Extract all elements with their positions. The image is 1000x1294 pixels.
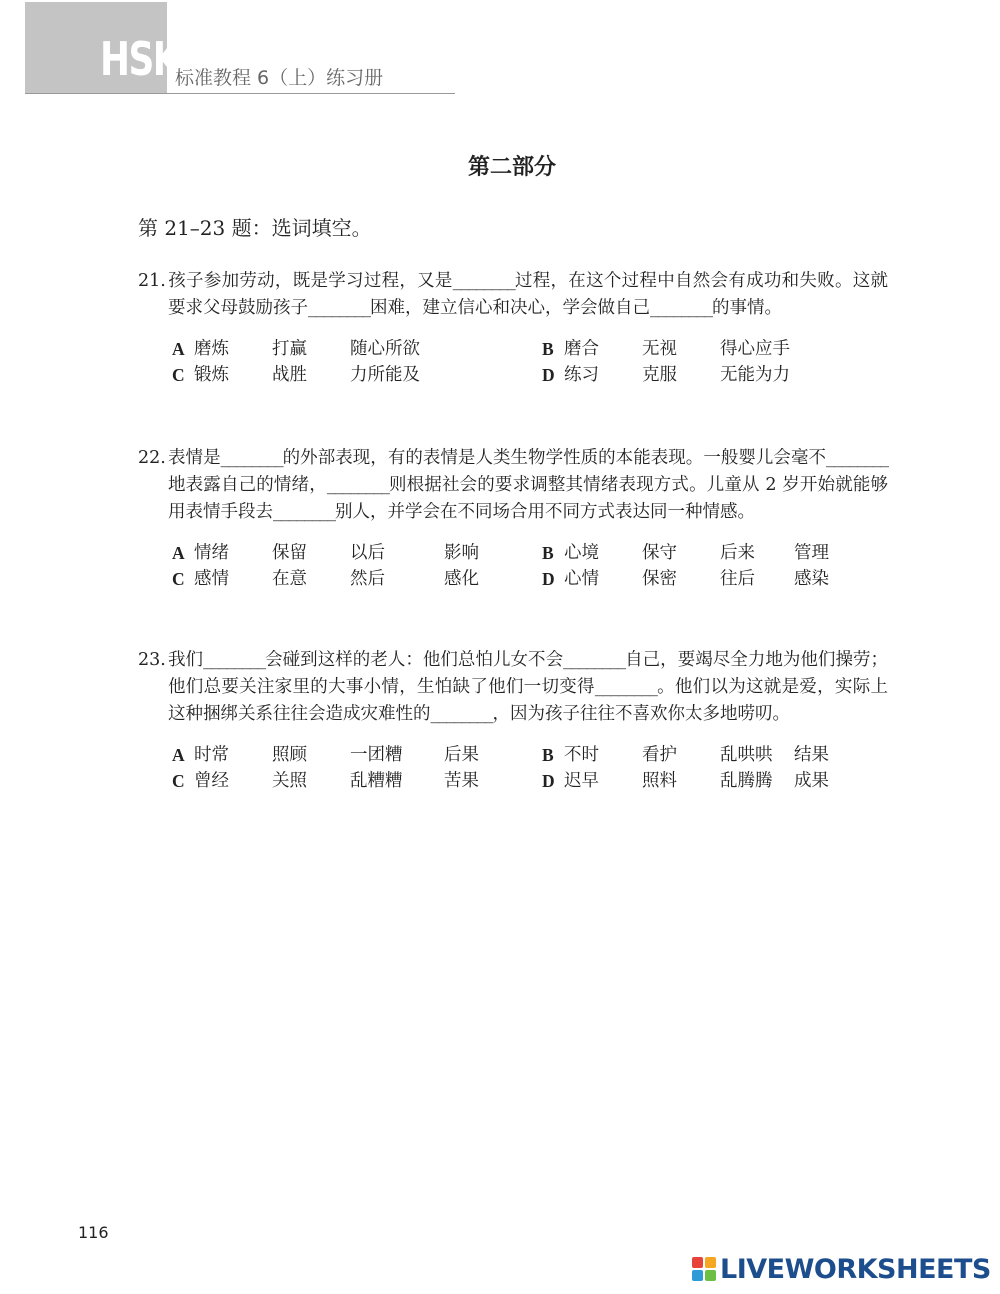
option-word: 磨炼: [194, 339, 229, 359]
question-text-segment: 的事情。: [712, 298, 782, 318]
hsk-logo-text: HSK: [100, 32, 179, 86]
options-row: [172, 540, 888, 566]
option-word: 战胜: [272, 365, 307, 385]
question-text-segment: 别人，并学会在不同场合用不同方式表达同一种情感。: [335, 502, 755, 522]
option-word: 心境: [564, 543, 599, 563]
liveworksheets-icon: [692, 1257, 716, 1281]
options-row: [172, 768, 888, 794]
option-letter-a[interactable]: A: [172, 339, 185, 359]
fill-blank[interactable]: ________: [563, 650, 626, 670]
option-word: 练习: [564, 365, 599, 385]
option-word: 迟早: [564, 771, 599, 791]
option-word: 磨合: [564, 339, 599, 359]
options-row: [172, 742, 888, 768]
option-word: 往后: [720, 569, 755, 589]
option-word: 情绪: [194, 543, 229, 563]
fill-blank[interactable]: ________: [308, 298, 370, 318]
fill-blank[interactable]: ________: [826, 448, 889, 468]
fill-blank[interactable]: ________: [594, 677, 657, 697]
option-word: 成果: [794, 771, 829, 791]
option-letter-c[interactable]: C: [172, 365, 185, 385]
book-title: 标准教程 6（上）练习册: [175, 67, 384, 89]
question-text-segment: ，因为孩子往往不喜欢你太多地唠叨。: [492, 704, 790, 724]
options-row: [172, 362, 888, 388]
question-text-segment: 过程，在这个过程中自然会有成功和失败。这就要求父母鼓励孩子: [168, 271, 889, 318]
question-text: [138, 647, 888, 728]
options-row: [172, 336, 888, 362]
header-divider: [25, 93, 455, 94]
question-text: [138, 445, 888, 526]
option-word: 后来: [720, 543, 755, 563]
option-letter-a[interactable]: A: [172, 543, 185, 563]
option-word: 保密: [642, 569, 677, 589]
question-text: [138, 268, 888, 322]
option-word: 得心应手: [720, 339, 790, 359]
question-text-segment: 的外部表现，有的表情是人类生物学性质的本能表现。一般婴儿会毫不: [282, 448, 827, 468]
option-word: 感化: [444, 569, 479, 589]
options: [172, 336, 888, 388]
option-letter-b[interactable]: B: [542, 339, 554, 359]
fill-blank[interactable]: ________: [430, 704, 493, 724]
option-word: 苦果: [444, 771, 479, 791]
fill-blank[interactable]: ________: [326, 475, 389, 495]
option-word: 时常: [194, 745, 229, 765]
option-word: 一团糟: [350, 745, 403, 765]
option-letter-c[interactable]: C: [172, 771, 185, 791]
option-word: 感染: [794, 569, 829, 589]
option-word: 无视: [642, 339, 677, 359]
option-word: 克服: [642, 365, 677, 385]
option-word: 照料: [642, 771, 677, 791]
question-text-segment: 。他们以为这就是爱，实际上这种捆绑关系往往会造成灾难性的: [168, 677, 889, 724]
liveworksheets-watermark: [692, 1252, 991, 1286]
option-word: 影响: [444, 543, 479, 563]
option-letter-c[interactable]: C: [172, 569, 185, 589]
fill-blank[interactable]: ________: [650, 298, 712, 318]
fill-blank[interactable]: ________: [273, 502, 335, 522]
options-row: [172, 566, 888, 592]
option-word: 曾经: [194, 771, 229, 791]
question-text-segment: 孩子参加劳动，既是学习过程，又是: [168, 271, 453, 291]
option-word: 结果: [794, 745, 829, 765]
option-word: 保留: [272, 543, 307, 563]
option-word: 不时: [564, 745, 599, 765]
liveworksheets-text: LIVEWORKSHEETS: [720, 1253, 991, 1285]
option-letter-d[interactable]: D: [542, 771, 555, 791]
question-text-segment: 我们: [168, 650, 204, 670]
option-word: 无能为力: [720, 365, 790, 385]
option-word: 关照: [272, 771, 307, 791]
fill-blank[interactable]: ________: [220, 448, 283, 468]
question-text-segment: 地表露自己的情绪，: [168, 475, 327, 495]
fill-blank[interactable]: ________: [452, 271, 515, 291]
option-word: 乱腾腾: [720, 771, 773, 791]
option-word: 管理: [794, 543, 829, 563]
option-word: 看护: [642, 745, 677, 765]
option-word: 乱糟糟: [350, 771, 403, 791]
question-22: [138, 445, 888, 592]
options: [172, 742, 888, 794]
question-number: 23.: [138, 650, 166, 670]
option-word: 打赢: [272, 339, 307, 359]
option-word: 然后: [350, 569, 385, 589]
question-text-segment: 困难，建立信心和决心，学会做自己: [370, 298, 650, 318]
option-letter-b[interactable]: B: [542, 745, 554, 765]
option-word: 心情: [564, 569, 599, 589]
question-23: [138, 647, 888, 794]
option-word: 保守: [642, 543, 677, 563]
page-number: 116: [78, 1223, 109, 1242]
options: [172, 540, 888, 592]
option-letter-a[interactable]: A: [172, 745, 185, 765]
option-letter-d[interactable]: D: [542, 365, 555, 385]
option-word: 锻炼: [194, 365, 229, 385]
option-word: 乱哄哄: [720, 745, 773, 765]
option-word: 感情: [194, 569, 229, 589]
option-word: 随心所欲: [350, 339, 420, 359]
option-word: 后果: [444, 745, 479, 765]
option-letter-b[interactable]: B: [542, 543, 554, 563]
question-text-segment: 表情是: [168, 448, 221, 468]
question-21: [138, 268, 888, 388]
option-word: 力所能及: [350, 365, 420, 385]
question-text-segment: 会碰到这样的老人：他们总怕儿女不会: [265, 650, 564, 670]
fill-blank[interactable]: ________: [203, 650, 266, 670]
option-word: 照顾: [272, 745, 307, 765]
instruction: 第 21–23 题：选词填空。: [138, 216, 372, 240]
option-letter-d[interactable]: D: [542, 569, 555, 589]
question-number: 22.: [138, 448, 166, 468]
part-title: 第二部分: [467, 154, 556, 180]
question-number: 21.: [138, 271, 166, 291]
option-word: 以后: [350, 543, 385, 563]
question-text-segment: 自己，要竭尽全力地为他们操劳；他们总要关注家里的大事小情，生怕缺了他们一切变得: [168, 650, 889, 697]
option-word: 在意: [272, 569, 307, 589]
question-text-segment: 则根据社会的要求调整其情绪表现方式。儿童从 2 岁开始就能够用表情手段去: [168, 475, 888, 522]
